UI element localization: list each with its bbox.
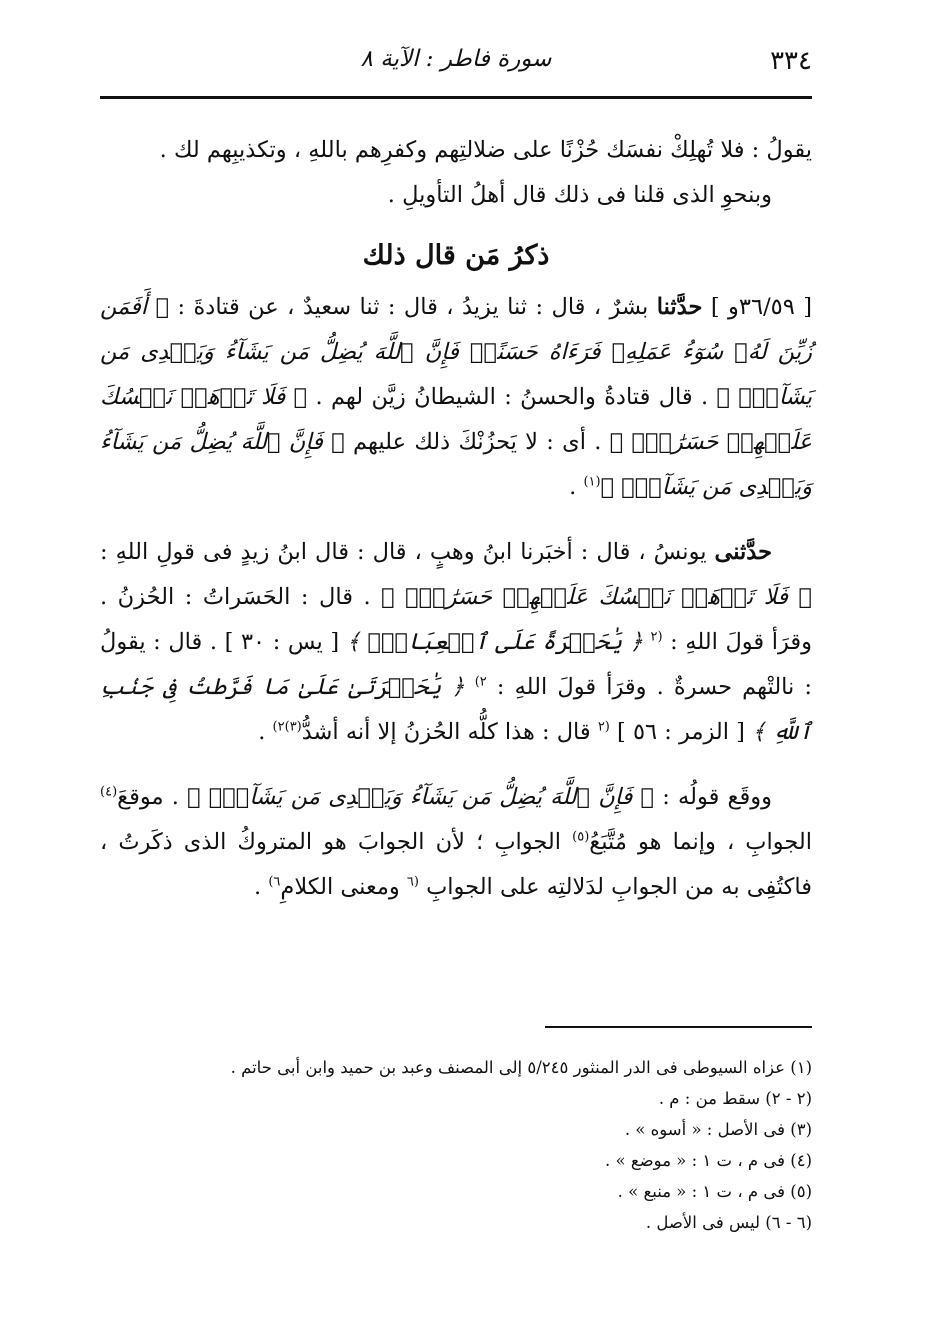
header-rule (100, 96, 812, 99)
paragraph-1: يقولُ : فلا تُهلِكْ نفسَك حُزْنًا على ضلالتِهم وكفرِهم باللهِ ، وتكذيبِهم لك . (159, 137, 812, 163)
spacer (100, 510, 812, 530)
section-heading: ذكرُ مَن قال ذلك (362, 240, 550, 271)
footnotes (100, 1052, 812, 1238)
text-segment: . موقعَ (117, 784, 179, 810)
main-text (100, 128, 812, 910)
quran-quote: ﴿ يَٰحَسۡرَتَىٰ عَلَىٰ مَا فَرَّطتُ فِى جَنۢبِ ٱللَّهِ ﴾ (100, 674, 812, 745)
footnote-marker: (٥) (572, 829, 590, 845)
quran-quote: ﴿ فَإِنَّ ٱللَّهَ يُضِلُّ مَن يَشَآءُ وَيَهۡدِى مَن يَشَآءُۖ ﴾ (187, 784, 655, 810)
text-segment: الجوابِ ؛ لأن الجوابَ هو المتروكُ الذى ذكَرتُ ، فاكتُفِى به من الجوابِ لدَلالتِه على الجوابِ (100, 829, 812, 900)
verse-reference: [ يس : ٣٠ ] (224, 629, 340, 655)
footnote-5: (٥) فى م ، ت ١ : « منبع » . (617, 1182, 812, 1201)
manuscript-reference: [ ٣٦/٥٩و ] (710, 294, 813, 320)
text-segment: . قال : يقولُ : نالتْهم حسرةٌ . وقرَأ قولَ اللهِ : (100, 629, 812, 700)
text-segment: الجوابِ ، وإنما هو مُتَّبَعُ (589, 829, 812, 855)
paragraph-3 (100, 285, 812, 510)
text-segment: قال : هذا كلُّه الحُزنُ إلا أنه أشدُّ (301, 719, 591, 745)
footnote-marker: ٢) (474, 674, 487, 690)
footnote-marker: (٢ (597, 719, 610, 735)
text-segment: ومعنى الكلامِ (280, 874, 400, 900)
footnote-marker: (٦ (406, 874, 419, 890)
text-segment: ووقَع قولُه : (662, 784, 772, 810)
text-segment: بشرٌ ، قال : ثنا يزيدُ ، قال : ثنا سعيدٌ ، عن قتادةَ : (177, 294, 649, 320)
footnote-marker: ٦) (268, 874, 281, 890)
paragraph-5 (100, 775, 812, 910)
footnote-1: (١) عزاه السيوطى فى الدر المنثور ٥/٢٤٥ إلى المصنف وعبد بن حميد وابن أبى حاتم . (230, 1058, 812, 1077)
text-segment: . (569, 474, 577, 500)
footnote-4: (٤) فى م ، ت ١ : « موضع » . (605, 1151, 812, 1170)
footnote-marker: (٢ (650, 629, 663, 645)
text-segment: . أى : لا يَحزُنْكَ ذلك عليهم (353, 429, 602, 455)
quran-quote: ﴿ يَٰحَسۡرَةً عَلَى ٱلۡعِبَادِۚ ﴾ (346, 629, 643, 655)
footnote-2: (٢ - ٢) سقط من : م . (658, 1089, 812, 1108)
footnote-marker: (٣)٢) (272, 719, 302, 735)
isnad-lead: حدَّثنا (656, 294, 703, 320)
verse-reference: [ الزمر : ٥٦ ] (617, 719, 745, 745)
page-header (100, 42, 812, 82)
text-segment: . (258, 719, 266, 745)
quran-quote: ﴿ أَفَمَن زُيِّنَ لَهُۥ سُوٓءُ عَمَلِهِۦ فَرَءَاهُ حَسَنًاۖ فَإِنَّ ٱللَّهَ يُضِلُّ مَن يَشَآءُ وَيَهۡدِى مَن يَشَآءُۖ ﴾ (100, 294, 813, 410)
text-segment: . قال قتادةُ والحسنُ : الشيطانُ زيَّن لهم . (315, 384, 709, 410)
footnote-marker: (١) (583, 474, 601, 490)
page-number: ٣٣٤ (770, 46, 812, 76)
paragraph-2: وبنحوِ الذى قلنا فى ذلك قال أهلُ التأويلِ . (387, 182, 772, 208)
spacer (100, 755, 812, 775)
footnote-3: (٣) فى الأصل : « أسوه » . (624, 1120, 812, 1139)
text-segment: . (254, 874, 262, 900)
footnote-rule (545, 1026, 812, 1028)
text-segment: . قال : الحَسَراتُ : الحُزنُ . وقرَأ قولَ اللهِ : (100, 584, 813, 655)
quran-quote: ﴿ فَلَا تَذۡهَبۡ نَفۡسُكَ عَلَيۡهِمۡ حَسَرَٰتٍۚ ﴾ (100, 384, 812, 455)
quran-quote: ﴿ فَإِنَّ ٱللَّهَ يُضِلُّ مَن يَشَآءُ وَيَهۡدِى مَن يَشَآءُۖ ﴾ (100, 429, 812, 500)
quran-quote: ﴿ فَلَا تَذۡهَبۡ نَفۡسُكَ عَلَيۡهِمۡ حَسَرَٰتٍۚ ﴾ (381, 584, 812, 610)
isnad-lead: حدَّثنى (714, 539, 772, 565)
footnote-6: (٦ - ٦) ليس فى الأصل . (645, 1213, 812, 1232)
paragraph-4 (100, 530, 812, 755)
footnote-marker: (٤) (100, 784, 118, 800)
text-segment: يونسُ ، قال : أخبَرنا ابنُ وهبٍ ، قال : قال ابنُ زيدٍ فى قولِ اللهِ : (100, 539, 707, 565)
running-title: سورة فاطر : الآية ٨ (360, 46, 552, 72)
